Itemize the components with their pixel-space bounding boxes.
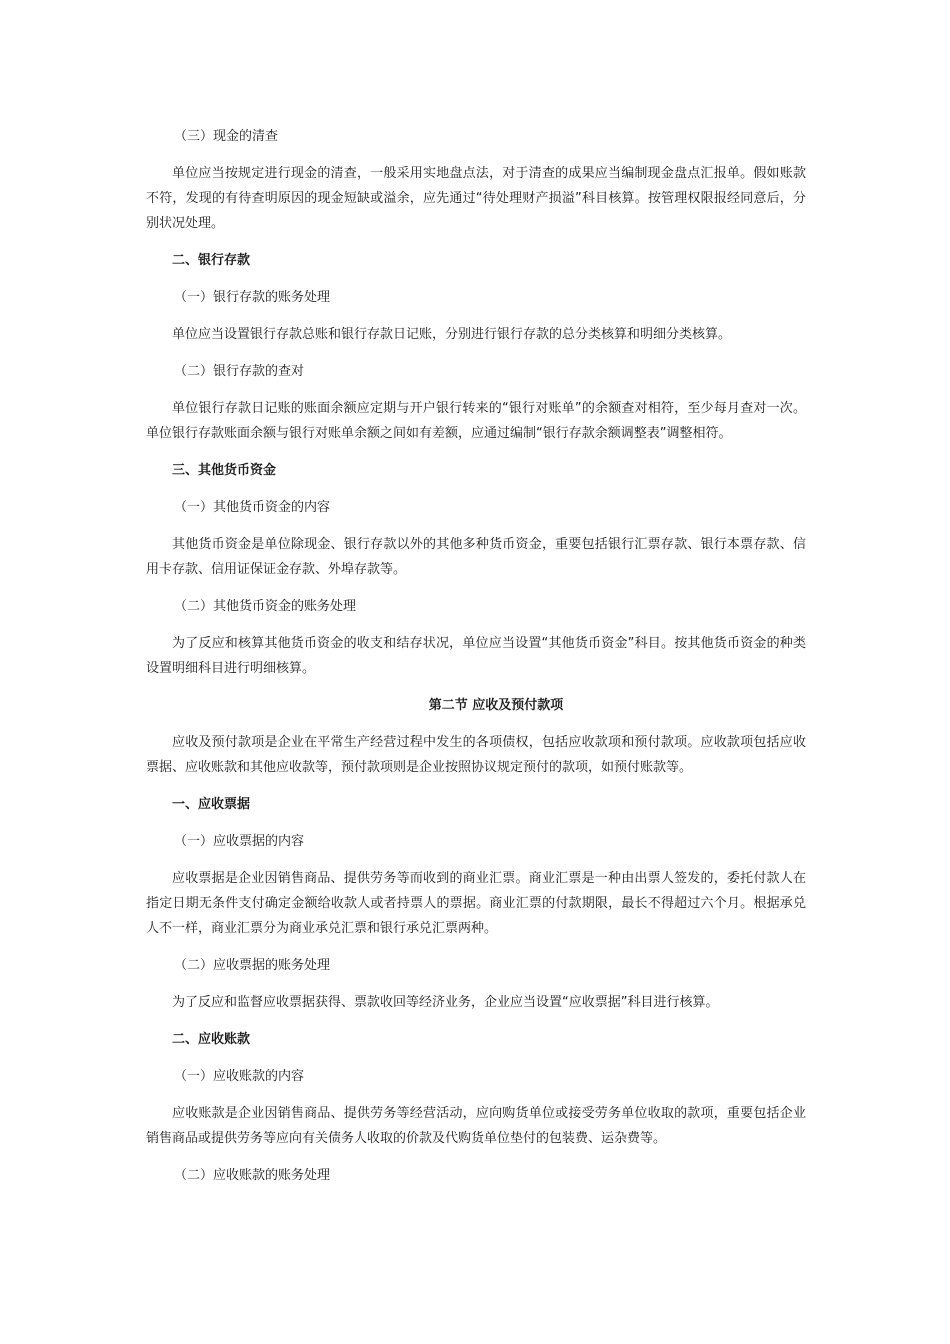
section-heading: 一、应收票据: [172, 797, 251, 812]
subsection-heading: （一）应收账款的内容: [174, 1069, 305, 1084]
subsection-heading: （二）应收账款的账务处理: [174, 1168, 331, 1183]
paragraph: 为了反应和监督应收票据获得、票款收回等经济业务，企业应当设置“应收票据”科目进行核算。: [172, 995, 719, 1010]
paragraph: 应收账款是企业因销售商品、提供劳务等经营活动，应向购货单位或接受劳务单位收取的款项，重要包括企业销售商品或提供劳务等应向有关债务人收取的价款及代购货单位垫付的包装费、运杂费等。: [146, 1106, 806, 1146]
section-heading: 二、银行存款: [172, 253, 251, 268]
section-heading: 三、其他货币资金: [172, 463, 277, 478]
paragraph: 应收及预付款项是企业在平常生产经营过程中发生的各项债权，包括应收款项和预付款项。应收款项包括应收票据、应收账款和其他应收款等，预付款项则是企业按照协议规定预付的款项，如预付账款等。: [146, 735, 806, 775]
chapter-section-title: 第二节 应收及预付款项: [428, 698, 564, 713]
subsection-heading: （一）银行存款的账务处理: [174, 290, 331, 305]
subsection-heading: （二）应收票据的账务处理: [174, 958, 331, 973]
paragraph: 单位银行存款日记账的账面余额应定期与开户银行转来的“银行对账单”的余额查对相符，至少每月查对一次。单位银行存款账面余额与银行对账单余额之间如有差额，应通过编制“银行存款余额调整表”调整相符。: [146, 401, 806, 441]
paragraph: 应收票据是企业因销售商品、提供劳务等而收到的商业汇票。商业汇票是一种由出票人签发的，委托付款人在指定日期无条件支付确定金额给收款人或者持票人的票据。商业汇票的付款期限，最长不得超过六个月。根据承兑人不一样，商业汇票分为商业承兑汇票和银行承兑汇票两种。: [146, 871, 806, 936]
paragraph: 其他货币资金是单位除现金、银行存款以外的其他多种货币资金，重要包括银行汇票存款、银行本票存款、信用卡存款、信用证保证金存款、外埠存款等。: [146, 537, 806, 577]
subsection-heading: （一）其他货币资金的内容: [174, 500, 331, 515]
subsection-heading: （二）银行存款的查对: [174, 364, 305, 379]
subsection-heading: （一）应收票据的内容: [174, 834, 305, 849]
paragraph: 为了反应和核算其他货币资金的收支和结存状况，单位应当设置“其他货币资金”科目。按其他货币资金的种类设置明细科目进行明细核算。: [146, 636, 806, 676]
subsection-heading: （三）现金的清查: [174, 129, 279, 144]
document-page: [146, 124, 806, 1188]
paragraph: 单位应当设置银行存款总账和银行存款日记账，分别进行银行存款的总分类核算和明细分类核算。: [172, 327, 732, 342]
paragraph: 单位应当按规定进行现金的清查，一般采用实地盘点法，对于清查的成果应当编制现金盘点汇报单。假如账款不符，发现的有待查明原因的现金短缺或溢余，应先通过“待处理财产损溢”科目核算。按管理权限报经同意后，分别状况处理。: [146, 166, 806, 231]
section-heading: 二、应收账款: [172, 1032, 251, 1047]
subsection-heading: （二）其他货币资金的账务处理: [174, 599, 357, 614]
